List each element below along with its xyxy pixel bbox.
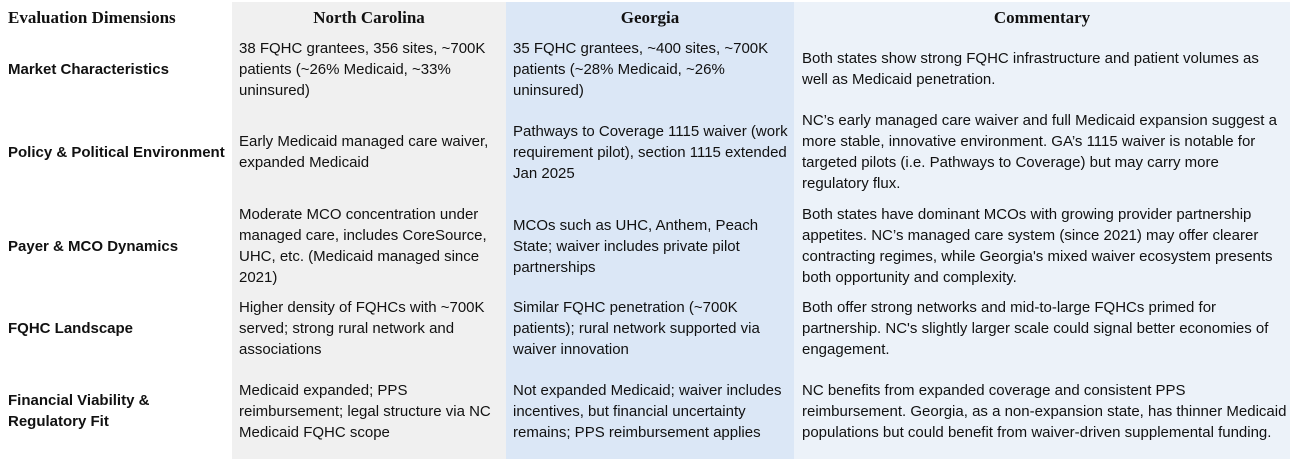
row-dimension-label: Market Characteristics [8,60,169,78]
header-georgia: Georgia [620,8,680,27]
table-row [0,36,1292,102]
commentary-cell: Both states show strong FQHC infrastructure and patient volumes as well as Medicaid penetration. [802,50,1259,88]
north-carolina-cell: Higher density of FQHCs with ~700K served; strong rural network and associations [239,298,485,358]
north-carolina-cell: 38 FQHC grantees, 356 sites, ~700K patients (~26% Medicaid, ~33% uninsured) [239,39,486,99]
header-north-carolina: North Carolina [313,8,425,27]
header-commentary: Commentary [993,8,1091,27]
table-row [0,202,1292,290]
georgia-cell: 35 FQHC grantees, ~400 sites, ~700K patients (~28% Medicaid, ~26% uninsured) [513,39,769,99]
commentary-cell: NC benefits from expanded coverage and consistent PPS reimbursement. Georgia, as a non-expansion state, has thinner Medicaid populations but could benefit from waiver-driven supplemental funding. [802,381,1287,441]
header-evaluation-dimensions: Evaluation Dimensions [8,8,176,27]
row-dimension-label: Financial Viability & Regulatory Fit [8,392,150,430]
table-row [0,295,1292,361]
commentary-cell: Both offer strong networks and mid-to-large FQHCs primed for partnership. NC's slightly larger scale could signal better economies of engagement. [802,298,1269,358]
commentary-cell: NC’s early managed care waiver and full Medicaid expansion suggest a more stable, innovative environment. GA’s 1115 waiver is notable for targeted pilots (i.e. Pathways to Coverage) but may carry more regulatory flux. [802,112,1277,192]
georgia-cell: Not expanded Medicaid; waiver includes incentives, but financial uncertainty remains; PPS reimbursement applies [513,381,782,441]
georgia-cell: MCOs such as UHC, Anthem, Peach State; waiver includes private pilot partnerships [513,216,759,276]
row-dimension-label: Payer & MCO Dynamics [8,237,179,255]
row-dimension-label: FQHC Landscape [8,319,134,337]
north-carolina-cell: Early Medicaid managed care waiver, expanded Medicaid [239,133,489,171]
north-carolina-cell: Medicaid expanded; PPS reimbursement; legal structure via NC Medicaid FQHC scope [239,381,491,441]
table-row [0,108,1292,196]
table-row [0,367,1292,455]
north-carolina-cell: Moderate MCO concentration under managed care, includes CoreSource, UHC, etc. (Medicaid managed since 2021) [239,206,487,286]
georgia-cell: Pathways to Coverage 1115 waiver (work requirement pilot), section 1115 extended Jan 2025 [513,122,788,182]
row-dimension-label: Policy & Political Environment [8,143,225,161]
georgia-cell: Similar FQHC penetration (~700K patients); rural network supported via waiver innovation [513,298,760,358]
commentary-cell: Both states have dominant MCOs with growing provider partnership appetites. NC’s managed care system (since 2021) may offer clearer contracting regimes, while Georgia's mixed waiver ecosystem presents both opportunity and complexity. [802,206,1273,286]
